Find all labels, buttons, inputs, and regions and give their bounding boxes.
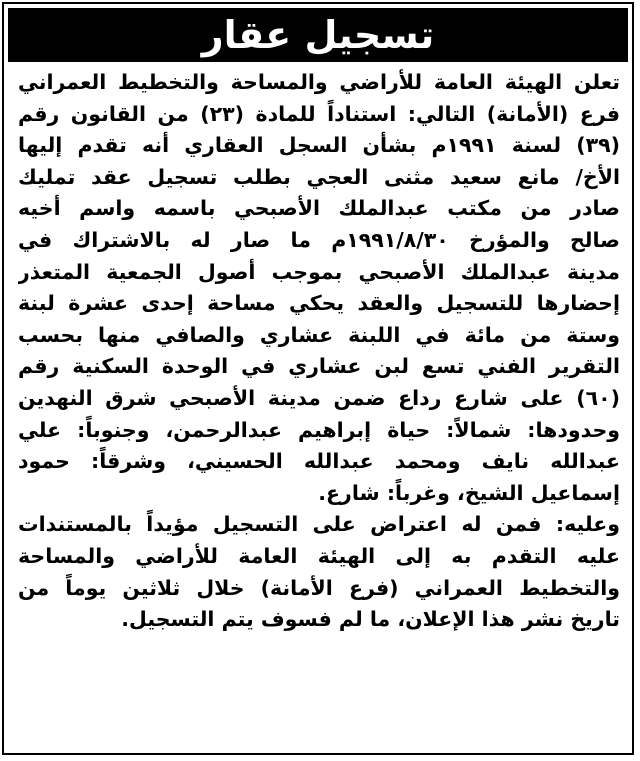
text-line: وحدودها: شمالاً: حياة إبراهيم عبدالرحمن، وجنوباً: علي [18,417,620,442]
notice-body [18,67,620,636]
public-notice [2,2,634,755]
text-line: وعليه: فمن له اعتراض على التسجيل مؤيداً بالمستندات [18,512,620,537]
text-line: تاريخ نشر هذا الإعلان، ما لم فسوف يتم التسجيل. [121,607,620,632]
text-line: فرع (الأمانة) التالي: استناداً للمادة (٢٣) من القانون رقم [18,101,620,126]
text-line: إحضارها للتسجيل والعقد يحكي مساحة إحدى عشرة لبنة [18,291,620,316]
text-line: (٦٠) على شارع رداع ضمن مدينة الأصبحي شرق النهدين [18,385,620,410]
text-line: وستة من مائة في اللبنة عشاري والصافي منها بحسب [18,322,620,347]
text-line: الأخ/ مانع سعيد مثنى العجي بطلب تسجيل عقد تمليك [18,164,620,189]
notice-title: تسجيل عقار [201,13,435,57]
text-line: التقرير الفني تسع لبن عشاري في الوحدة السكنية رقم [18,354,620,379]
text-line: والتخطيط العمراني (فرع الأمانة) خلال ثلاثين يوماً من [18,575,620,600]
notice-paragraph-main [18,67,620,509]
text-line: (٣٩) لسنة ١٩٩١م بشأن السجل العقاري أنه تقدم إليها [18,133,620,158]
text-line: إسماعيل الشيخ، وغرباً: شارع. [318,480,620,505]
title-bar [8,8,628,62]
text-line: عليه التقدم به إلى الهيئة العامة للأراضي والمساحة [18,543,620,568]
notice-paragraph-objection [18,509,620,635]
text-line: صالح والمؤرخ ١٩٩١/٨/٣٠م ما صار له بالاشتراك في [18,227,620,252]
text-line: صادر من مكتب عبدالملك الأصبحي باسمه واسم أخيه [18,196,620,221]
text-line: عبدالله نايف ومحمد عبدالله الحسيني، وشرقاً: حمود [18,449,620,474]
text-line: مدينة عبدالملك الأصبحي بموجب أصول الجمعية المتعذر [18,259,620,284]
text-line: تعلن الهيئة العامة للأراضي والمساحة والتخطيط العمراني [18,70,620,94]
